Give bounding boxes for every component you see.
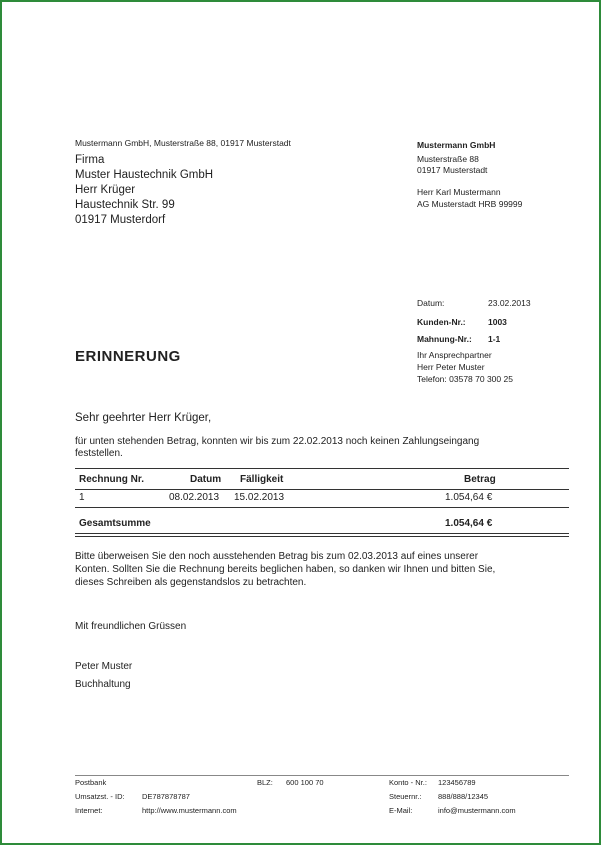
table-row-rule [75,507,569,508]
recipient-line-2: Muster Haustechnik GmbH [75,169,214,181]
customer-no-value: 1003 [488,317,507,327]
contact-label: Ihr Ansprechpartner [417,350,492,360]
reminder-no-value: 1-1 [488,334,501,344]
customer-no-label: Kunden-Nr.: [417,317,466,327]
intro-line-1: für unten stehenden Betrag, konnten wir bis zum 22.02.2013 noch keinen Zahlungseingang [75,436,480,447]
date-value: 23.02.2013 [488,298,531,308]
footer-blz-value: 600 100 70 [286,778,324,787]
recipient-line-3: Herr Krüger [75,184,136,196]
salutation: Sehr geehrter Herr Krüger, [75,412,212,424]
footer-email-value: info@mustermann.com [438,806,516,815]
total-rule-1 [75,533,569,534]
signer-name: Peter Muster [75,661,133,672]
footer-web-value: http://www.mustermann.com [142,806,237,815]
contact-phone: Telefon: 03578 70 300 25 [417,374,513,384]
footer-account-label: Konto - Nr.: [389,778,427,787]
footer-vat-value: DE787878787 [142,792,190,801]
footer-bank-label: Postbank [75,778,107,787]
footer-tax-label: Steuernr.: [389,792,422,801]
signer-department: Buchhaltung [75,679,131,690]
company-city: 01917 Musterstadt [417,165,488,175]
cell-due-date: 15.02.2013 [234,492,285,503]
closing: Mit freundlichen Grüssen [75,621,187,632]
col-header-invoice: Rechnung Nr. [79,474,145,485]
contact-name: Herr Peter Muster [417,362,485,372]
reminder-no-label: Mahnung-Nr.: [417,334,472,344]
body-line-1: Bitte überweisen Sie den noch ausstehenden Betrag bis zum 02.03.2013 auf eines unserer [75,551,479,562]
total-amount: 1.054,64 € [445,518,493,529]
recipient-line-4: Haustechnik Str. 99 [75,199,175,211]
recipient-line-1: Firma [75,154,105,166]
cell-amount: 1.054,64 € [445,492,493,503]
col-header-due: Fälligkeit [240,474,284,485]
col-header-amount: Betrag [464,474,496,485]
total-rule-2 [75,536,569,537]
footer-tax-value: 888/888/12345 [438,792,489,801]
date-label: Datum: [417,298,445,308]
total-label: Gesamtsumme [79,518,151,529]
document-title: ERINNERUNG [75,348,181,365]
company-register: AG Musterstadt HRB 99999 [417,199,523,209]
company-name: Mustermann GmbH [417,140,496,150]
footer-vat-label: Umsatzst. - ID: [75,792,125,801]
table-top-rule [75,468,569,469]
footer-rule [75,775,569,776]
sender-line: Mustermann GmbH, Musterstraße 88, 01917 Musterstadt [75,138,291,148]
col-header-date: Datum [190,474,222,485]
company-street: Musterstraße 88 [417,154,479,164]
intro-line-2: feststellen. [75,448,123,459]
recipient-line-5: 01917 Musterdorf [75,214,166,226]
cell-invoice-no: 1 [79,492,85,503]
company-owner: Herr Karl Mustermann [417,187,501,197]
body-line-2: Konten. Sollten Sie die Rechnung bereits beglichen haben, so danken wir Ihnen und bitten Sie, [75,564,496,575]
footer-account-value: 123456789 [438,778,476,787]
table-header-rule [75,489,569,490]
body-line-3: dieses Schreiben als gegenstandslos zu betrachten. [75,577,307,588]
footer-blz-label: BLZ: [257,778,273,787]
cell-date: 08.02.2013 [169,492,220,503]
footer-email-label: E-Mail: [389,806,413,815]
footer-web-label: Internet: [75,806,103,815]
